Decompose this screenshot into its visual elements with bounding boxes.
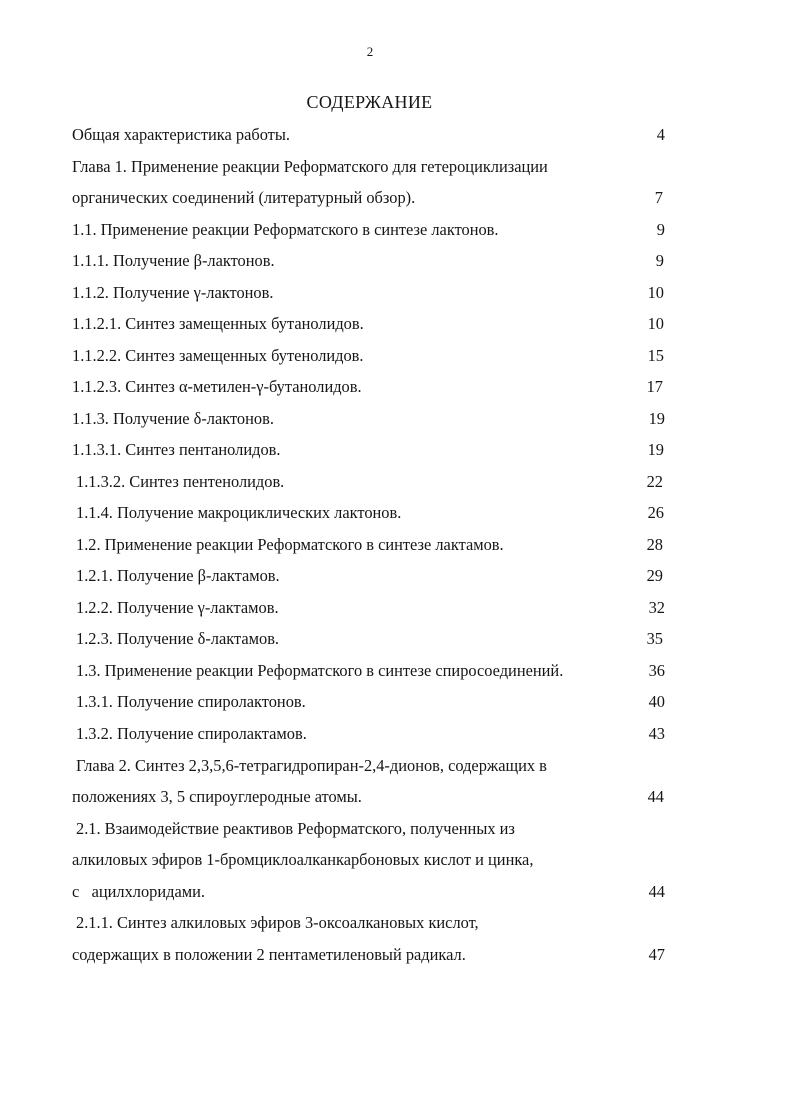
toc-entry-text: 1.2.1. Получение β-лактамов. <box>76 566 280 585</box>
toc-entry-page: 47 <box>648 945 665 964</box>
toc-entry-text: алкиловых эфиров 1-бромциклоалканкарбоновых кислот и цинка, <box>72 850 534 869</box>
toc-entry-page: 22 <box>646 472 663 491</box>
toc-entry-text: содержащих в положении 2 пентаметиленовый радикал. <box>72 945 466 964</box>
toc-entry-text: с ацилхлоридами. <box>72 882 205 901</box>
toc-entry-page: 4 <box>656 125 665 144</box>
toc-entry-text: Общая характеристика работы. <box>72 125 290 144</box>
toc-entry-page: 29 <box>646 566 663 585</box>
toc-entry-page: 44 <box>647 787 664 806</box>
toc-entry-page: 35 <box>646 629 663 648</box>
toc-entry-text: 1.2.3. Получение δ-лактамов. <box>76 629 280 648</box>
toc-entry-page: 19 <box>647 440 664 459</box>
toc-entry-text: 1.1.2.2. Синтез замещенных бутенолидов. <box>72 346 364 365</box>
toc-entry-page: 26 <box>647 503 664 522</box>
toc-entry-text: 1.3.2. Получение спиролактамов. <box>76 724 307 743</box>
toc-entry-page: 19 <box>648 409 665 428</box>
page-number: 2 <box>366 44 374 59</box>
toc-entry-text: 2.1. Взаимодействие реактивов Реформатского, полученных из <box>76 819 515 838</box>
toc-entry-text: 1.2.2. Получение γ-лактамов. <box>76 598 279 617</box>
toc-entry-text: 1.2. Применение реакции Реформатского в синтезе лактамов. <box>76 535 504 554</box>
toc-entry-text: 1.1.2. Получение γ-лактонов. <box>72 283 274 302</box>
toc-entry-page: 9 <box>655 251 664 270</box>
toc-entry-page: 7 <box>654 188 663 207</box>
toc-entry-page: 10 <box>647 314 664 333</box>
toc-entry-page: 40 <box>648 692 665 711</box>
toc-entry-page: 9 <box>656 220 665 239</box>
toc-entry-text: 1.1.3.1. Синтез пентанолидов. <box>72 440 281 459</box>
toc-entry-page: 15 <box>647 346 664 365</box>
toc-entry-text: 1.1. Применение реакции Реформатского в синтезе лактонов. <box>72 220 499 239</box>
toc-entry-text: Глава 1. Применение реакции Реформатского для гетероциклизации <box>72 157 548 176</box>
toc-entry-page: 17 <box>646 377 663 396</box>
toc-entry-page: 28 <box>646 535 663 554</box>
toc-entry-text: 1.1.2.1. Синтез замещенных бутанолидов. <box>72 314 364 333</box>
toc-entry-page: 44 <box>648 882 665 901</box>
toc-entry-text: Глава 2. Синтез 2,3,5,6-тетрагидропиран-2,4-дионов, содержащих в <box>76 756 547 775</box>
toc-entry-text: 1.1.4. Получение макроциклических лактонов. <box>76 503 402 522</box>
toc-entry-page: 36 <box>648 661 665 680</box>
toc-entry-page: 32 <box>648 598 665 617</box>
toc-entry-text: органических соединений (литературный обзор). <box>72 188 416 207</box>
toc-entry-text: 2.1.1. Синтез алкиловых эфиров 3-оксоалкановых кислот, <box>76 913 479 932</box>
toc-entry-text: 1.3.1. Получение спиролактонов. <box>76 692 306 711</box>
toc-entry-text: 1.1.1. Получение β-лактонов. <box>72 251 275 270</box>
toc-entry-text: 1.1.3.2. Синтез пентенолидов. <box>76 472 285 491</box>
toc-entry-text: 1.1.3. Получение δ-лактонов. <box>72 409 274 428</box>
toc-entry-page: 43 <box>648 724 665 743</box>
toc-entry-text: 1.3. Применение реакции Реформатского в синтезе спиросоединений. <box>76 661 564 680</box>
page-title: СОДЕРЖАНИЕ <box>306 92 433 112</box>
toc-entry-page: 10 <box>647 283 664 302</box>
toc-entry-text: 1.1.2.3. Синтез α-метилен-γ-бутанолидов. <box>72 377 362 396</box>
toc-entry-text: положениях 3, 5 спироуглеродные атомы. <box>72 787 362 806</box>
